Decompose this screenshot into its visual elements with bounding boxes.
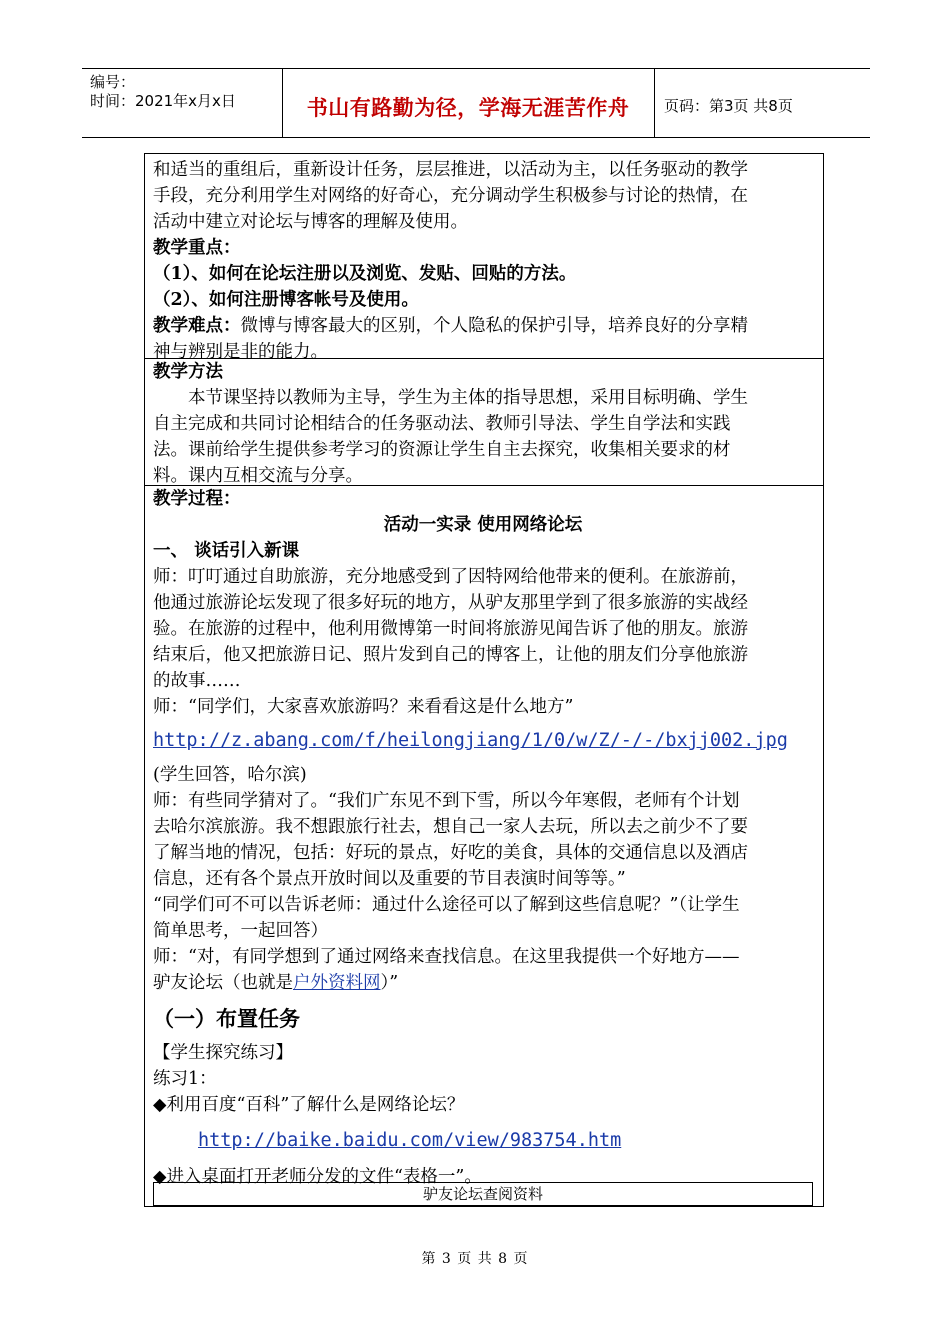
difficulty-line: 神与辨别是非的能力。 <box>153 342 328 362</box>
paragraph-line: 师：叮叮通过自助旅游，充分地感受到了因特网给他带来的便利。在旅游前， <box>153 567 748 587</box>
paragraph-line: 去哈尔滨旅游。我不想跟旅行社去，想自己一家人去玩，所以去之前少不了要 <box>153 817 748 837</box>
header-divider <box>654 69 655 137</box>
activity-title: 活动一实录 使用网络论坛 <box>383 515 583 535</box>
paragraph-line: 的故事…… <box>153 671 241 691</box>
intro-line: 和适当的重组后，重新设计任务，层层推进，以活动为主，以任务驱动的教学 <box>153 160 748 180</box>
lesson-plan-table <box>144 153 824 1207</box>
text-span: 驴友论坛（也就是 <box>153 973 293 993</box>
key-points-title: 教学重点： <box>153 238 241 258</box>
method-line: 本节课坚持以教师为主导，学生为主体的指导思想，采用目标明确、学生 <box>188 388 748 408</box>
baike-link-line <box>153 1118 813 1164</box>
page-header <box>82 68 870 138</box>
paragraph-line: 师：“对，有同学想到了通过网络来查找信息。在这里我提供一个好地方—— <box>153 947 740 967</box>
method-line: 料。课内互相交流与分享。 <box>153 466 363 486</box>
difficulty-text: 微博与博客最大的区别，个人隐私的保护引导，培养良好的分享精 <box>240 316 748 336</box>
table-row-objectives <box>145 154 823 362</box>
date-label: 时间：2021年x月x日 <box>90 92 236 110</box>
task-heading: （一）布置任务 <box>153 1006 300 1031</box>
paragraph-line: 验。在旅游的过程中，他利用微博第一时间将旅游见闻告诉了他的朋友。旅游 <box>153 619 748 639</box>
paragraph-line: 了解当地的情况，包括：好玩的景点，好吃的美食，具体的交通信息以及酒店 <box>153 843 748 863</box>
table-row-process <box>145 486 823 1208</box>
paragraph-line: “同学们可不可以告诉老师：通过什么途径可以了解到这些信息呢？”（让学生 <box>153 895 740 915</box>
paragraph-line: 师：有些同学猜对了。“我们广东见不到下雪，所以今年寒假，老师有个计划 <box>153 791 740 811</box>
paragraph-line: 他通过旅游论坛发现了很多好玩的地方，从驴友那里学到了很多旅游的实战经 <box>153 593 748 613</box>
header-page-info: 页码：第3页 共8页 <box>664 97 793 115</box>
paragraph-line: 简单思考，一起回答） <box>153 921 328 941</box>
key-point-item: （2）、如何注册博客帐号及使用。 <box>153 290 419 310</box>
bullet-item: ◆进入桌面打开老师分发的文件“表格一”。 <box>153 1167 482 1187</box>
method-title: 教学方法 <box>153 362 223 382</box>
inner-table-caption: 驴友论坛查阅资料 <box>153 1182 813 1206</box>
image-link-line <box>153 720 813 762</box>
part-title: 一、 谈话引入新课 <box>153 541 300 561</box>
paragraph-line: 信息，还有各个景点开放时间以及重要的节目表演时间等等。” <box>153 869 626 889</box>
page-footer: 第 3 页 共 8 页 <box>421 1251 529 1267</box>
intro-line: 手段，充分利用学生对网络的好奇心，充分调动学生积极参与讨论的热情，在 <box>153 186 748 206</box>
method-line: 自主完成和共同讨论相结合的任务驱动法、教师引导法、学生自学法和实践 <box>153 414 731 434</box>
outdoor-site-link[interactable]: 户外资料网 <box>293 973 381 993</box>
header-motto: 书山有路勤为径，学海无涯苦作舟 <box>306 96 630 120</box>
paragraph-line <box>153 970 813 996</box>
difficulty-label: 教学难点： <box>153 316 241 336</box>
student-answer: (学生回答，哈尔滨) <box>153 765 307 785</box>
serial-number-label: 编号： <box>90 73 136 91</box>
text-span: ）” <box>380 973 399 993</box>
baike-link[interactable]: http://baike.baidu.com/view/983754.htm <box>198 1130 622 1151</box>
header-meta <box>90 73 236 111</box>
difficulty-line <box>153 313 813 339</box>
table-row-method <box>145 359 823 486</box>
paragraph-line: 结束后，他又把旅游日记、照片发到自己的博客上，让他的朋友们分享他旅游 <box>153 645 748 665</box>
question-line: 师：“同学们，大家喜欢旅游吗？来看看这是什么地方” <box>153 697 574 717</box>
exercise-label: 练习1： <box>153 1069 217 1089</box>
method-line: 法。课前给学生提供参考学习的资源让学生自主去探究，收集相关要求的材 <box>153 440 731 460</box>
process-title: 教学过程： <box>153 489 241 509</box>
bullet-item: ◆利用百度“百科”了解什么是网络论坛？ <box>153 1095 465 1115</box>
intro-line: 活动中建立对论坛与博客的理解及使用。 <box>153 212 468 232</box>
practice-label: 【学生探究练习】 <box>153 1043 293 1063</box>
key-point-item: （1）、如何在论坛注册以及浏览、发贴、回贴的方法。 <box>153 264 577 284</box>
image-link[interactable]: http://z.abang.com/f/heilongjiang/1/0/w/Z/-/-/bxjj002.jpg <box>153 730 788 751</box>
